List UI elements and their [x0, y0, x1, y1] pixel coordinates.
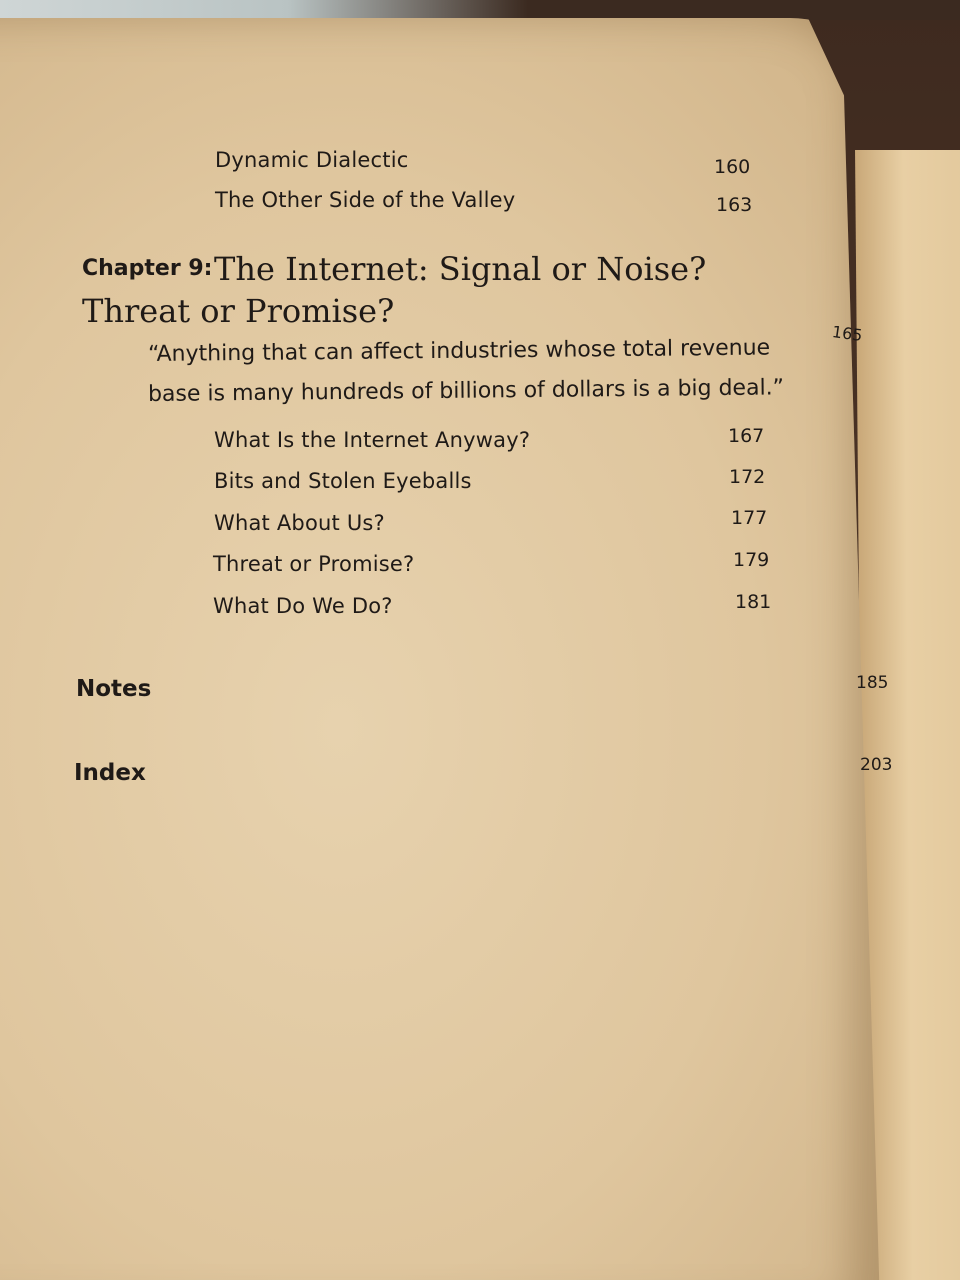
- chapter-page: 165: [830, 321, 864, 346]
- toc-entry-title: Bits and Stolen Eyeballs: [214, 469, 472, 493]
- back-matter-index: Index: [74, 760, 146, 786]
- toc-entry-title: What About Us?: [214, 511, 385, 535]
- back-matter-notes-page: 185: [856, 673, 889, 693]
- back-matter-notes: Notes: [76, 676, 152, 702]
- chapter-label: Chapter 9:: [82, 256, 213, 281]
- chapter-title: The Internet: Signal or Noise?: [214, 250, 707, 288]
- toc-entry-page: 177: [731, 507, 768, 529]
- toc-entry-page: 160: [714, 156, 751, 178]
- toc-entry-title: What Is the Internet Anyway?: [214, 428, 531, 452]
- toc-entry-page: 167: [728, 425, 765, 447]
- toc-entry-title: Threat or Promise?: [213, 552, 415, 576]
- back-matter-index-page: 203: [860, 755, 893, 775]
- chapter-epigraph-continued: base is many hundreds of billions of dollars is a big deal.”: [147, 375, 785, 407]
- toc-entry-page: 172: [729, 466, 766, 488]
- toc-entry-title: The Other Side of the Valley: [215, 188, 516, 212]
- chapter-title-continued: Threat or Promise?: [82, 292, 395, 330]
- chapter-epigraph: “Anything that can affect industries whose total revenue: [147, 335, 771, 367]
- toc-entry-page: 181: [735, 591, 772, 613]
- toc-entry-title: Dynamic Dialectic: [215, 148, 409, 172]
- toc-entry-page: 163: [716, 194, 753, 216]
- toc-entry-page: 179: [733, 549, 770, 571]
- toc-entry-title: What Do We Do?: [213, 594, 393, 618]
